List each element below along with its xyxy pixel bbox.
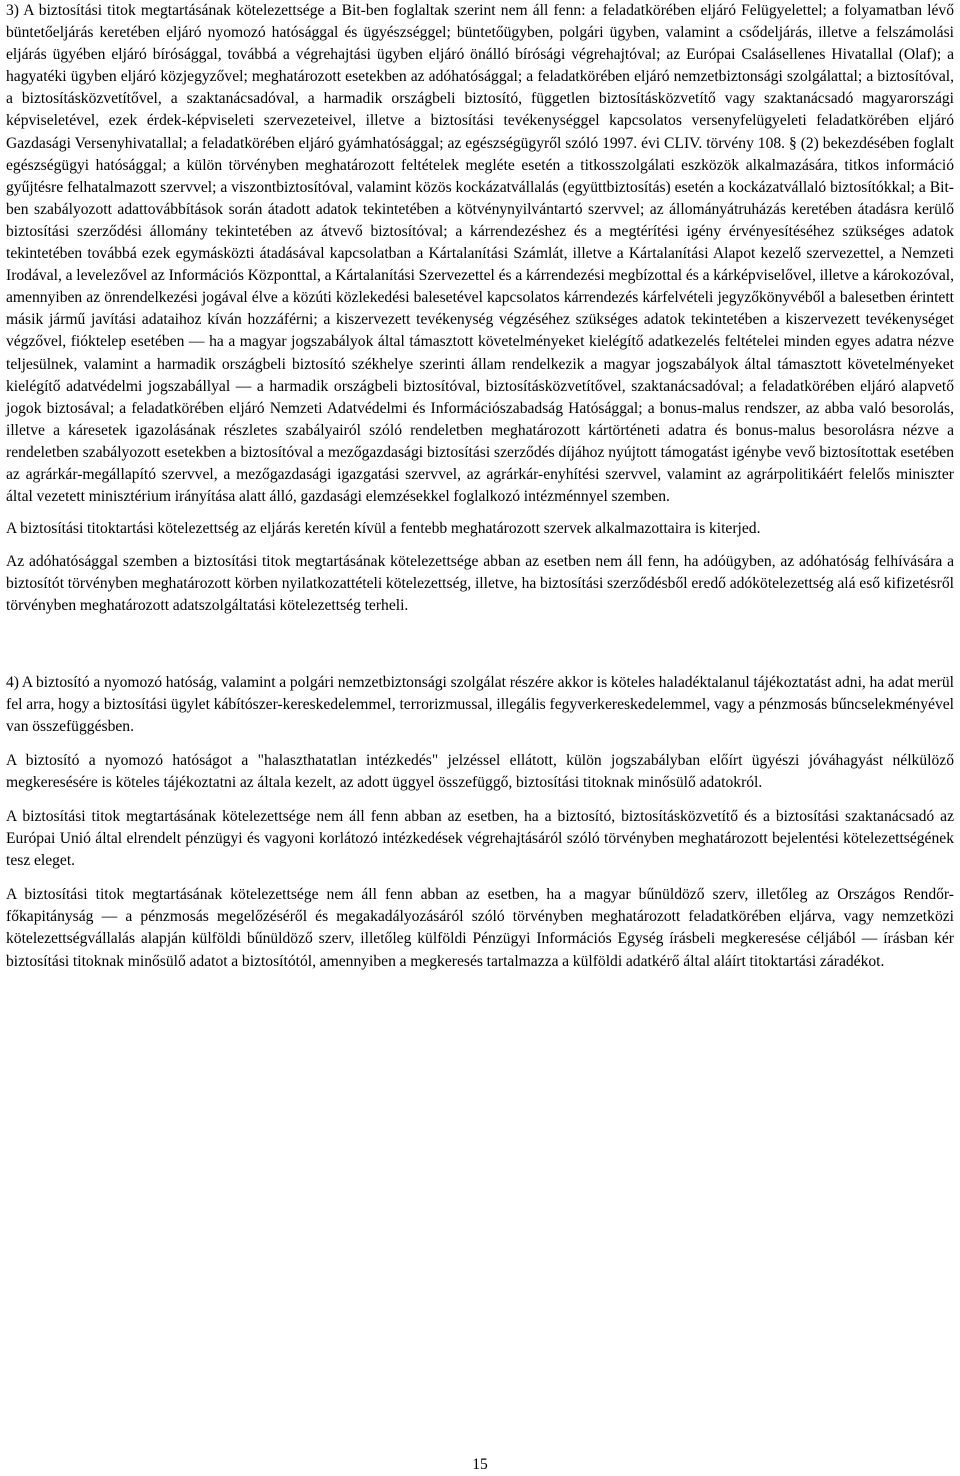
paragraph-eu-restrictions: A biztosítási titok megtartásának kötelezettsége nem áll fenn abban az esetben, ha a biztosító, biztosításközvetítő és a biztosítási szaktanácsadó az Európai Unió által elrendelt pénzügyi és vagyoni korlátozó intézkedések végrehajtásáról szóló törvényben meghatározott bejelentési kötelezettségének tesz eleget. xyxy=(6,808,954,870)
paragraph-4-investigation: 4) A biztosító a nyomozó hatóság, valamint a polgári nemzetbiztonsági szolgálat részére akkor is köteles haladéktalanul tájékoztatást adni, ha adat merül fel arra, hogy a biztosítási ügylet kábítószer-kereskedelemmel, terrorizmussal, illegális fegyverkereskedelemmel, vagy a pénzmosás bűncselekményével van összefüggésben. xyxy=(6,673,954,735)
paragraph-tax-authority: Az adóhatósággal szemben a biztosítási titok megtartásának kötelezettsége abban az esetben nem áll fenn, ha adóügyben, az adóhatóság felhívására a biztosítót törvényben meghatározott körben nyilatkozattételi kötelezettség, illetve, ha biztosítási szerződésből eredő adókötelezettség alá eső kifizetésről törvényben meghatározott adatszolgáltatási kötelezettség terheli. xyxy=(6,553,954,615)
document-page xyxy=(6,0,954,973)
paragraph-urgent-measure: A biztosító a nyomozó hatóságot a "halaszthatatlan intézkedés" jelzéssel ellátott, külön jogszabályban előírt ügyészi jóváhagyást nélkülöző megkeresésére is köteles tájékoztatni az általa kezelt, az adott üggyel összefüggő, biztosítási titoknak minősülő adatokról. xyxy=(6,751,954,791)
paragraph-3-exceptions: 3) A biztosítási titok megtartásának kötelezettsége a Bit-ben foglaltak szerint nem áll fenn: a feladatkörében eljáró Felügyelettel; a folyamatban lévő büntetőeljárás keretében eljáró nyomozó hatósággal és ügyészséggel; büntetőügyben, polgári ügyben, valamint a csődeljárás, illetve a felszámolási eljárás ügyében eljáró bírósággal, továbbá a végrehajtási ügyben eljáró önálló bírósági végrehajtóval; az Európai Csalásellenes Hivatallal (Olaf); a hagyatéki ügyben eljáró közjegyzővel; meghatározott esetekben az adóhatósággal; a feladatkörében eljáró nemzetbiztonsági szolgálattal; a biztosítóval, a biztosításközvetítővel, a szaktanácsadóval, a harmadik országbeli biztosító, független biztosításközvetítő vagy szaktanácsadó magyarországi képviseletével, ezek érdek-képviseleti szervezeteivel, illetve a biztosítási tevékenységgel kapcsolatos versenyfelügyeleti feladatkörében eljáró Gazdasági Versenyhivatallal; a feladatkörében eljáró gyámhatósággal; az egészségügyről szóló 1997. évi CLIV. törvény 108. § (2) bekezdésében foglalt egészségügyi hatósággal; a külön törvényben meghatározott feltételek megléte esetén a titkosszolgálati eszközök alkalmazására, titkos információ gyűjtésre felhatalmazott szervvel; a viszontbiztosítóval, valamint közös kockázatvállalás (együttbiztosítás) esetén a kockázatvállaló biztosítókkal; a Bit-ben szabályozott adattovábbítások során átadott adatok tekintetében a kötvénynyilvántartó szervvel; az állományátruházás keretében átadásra kerülő biztosítási szerződési állomány tekintetében az átvevő biztosítóval; a kárrendezéshez és a megtérítési igény érvényesítéséhez szükséges adatok tekintetében továbbá ezek egymásközti átadásával kapcsolatban a Kártalanítási Számlát, illetve a Kártalanítási Alapot kezelő szervezettel, a Nemzeti Irodával, a levelezővel az Információs Központtal, a Kártalanítási Szervezettel és a kárrendezési megbízottal és a kárképviselővel, illetve a károkozóval, amennyiben az önrendelkezési jogával élve a közúti közlekedési balesetével kapcsolatos kárrendezés kárfelvételi jegyzőkönyvéből a balesetben érintett másik jármű javítási adataihoz kíván hozzáférni; a kiszervezett tevékenység végzéséhez szükséges adatok tekintetében a kiszervezett tevékenységet végzővel, fióktelep esetében — ha a magyar jogszabályok által támasztott követelményeket kielégítő adatkezelés feltételei minden egyes adatra nézve teljesülnek, valamint a harmadik országbeli biztosító székhelye szerinti állam rendelkezik a magyar jogszabályok által támasztott követelményeket kielégítő adatvédelmi jogszabállyal — a harmadik országbeli biztosítóval, biztosításközvetítővel, szaktanácsadóval; a feladatkörében eljáró alapvető jogok biztosával; a feladatkörében eljáró Nemzeti Adatvédelmi és Információszabadság Hatósággal; a bonus-malus rendszer, az abba való besorolás, illetve a káresetek igazolásának részletes szabályairól szóló rendeletben meghatározott kártörténeti adatra és bonus-malus besorolásra nézve a rendeletben szabályozott esetekben a biztosítóval a mezőgazdasági biztosítási szerződés díjához nyújtott támogatást igénybe vevő biztosítottak esetében az agrárkár-megállapító szervvel, a mezőgazdasági igazgatási szervvel, az agrárkár-enyhítési szervvel, valamint az agrárpolitikáért felelős miniszter által vezetett minisztérium irányítása alatt álló, gazdasági elemzésekkel foglalkozó intézménnyel szemben. xyxy=(6,2,954,506)
paragraph-employees-scope: A biztosítási titoktartási kötelezettség az eljárás keretén kívül a fentebb meghatározott szervek alkalmazottaira is kiterjed. xyxy=(6,520,761,538)
page-number: 15 xyxy=(472,1456,488,1473)
paragraph-money-laundering: A biztosítási titok megtartásának kötelezettsége nem áll fenn abban az esetben, ha a magyar bűnüldöző szerv, illetőleg az Országos Rendőr-főkapitányság — a pénzmosás megelőzéséről és megakadályozásáról szóló törvényben meghatározott feladatkörében eljárva, vagy nemzetközi kötelezettségvállalás alapján külföldi bűnüldöző szerv, illetőleg külföldi Pénzügyi Információs Egység írásbeli megkeresése céljából — írásban kér biztosítási titoknak minősülő adatot a biztosítótól, amennyiben a megkeresés tartalmazza a külföldi adatkérő által aláírt titoktartási záradékot. xyxy=(6,886,954,970)
